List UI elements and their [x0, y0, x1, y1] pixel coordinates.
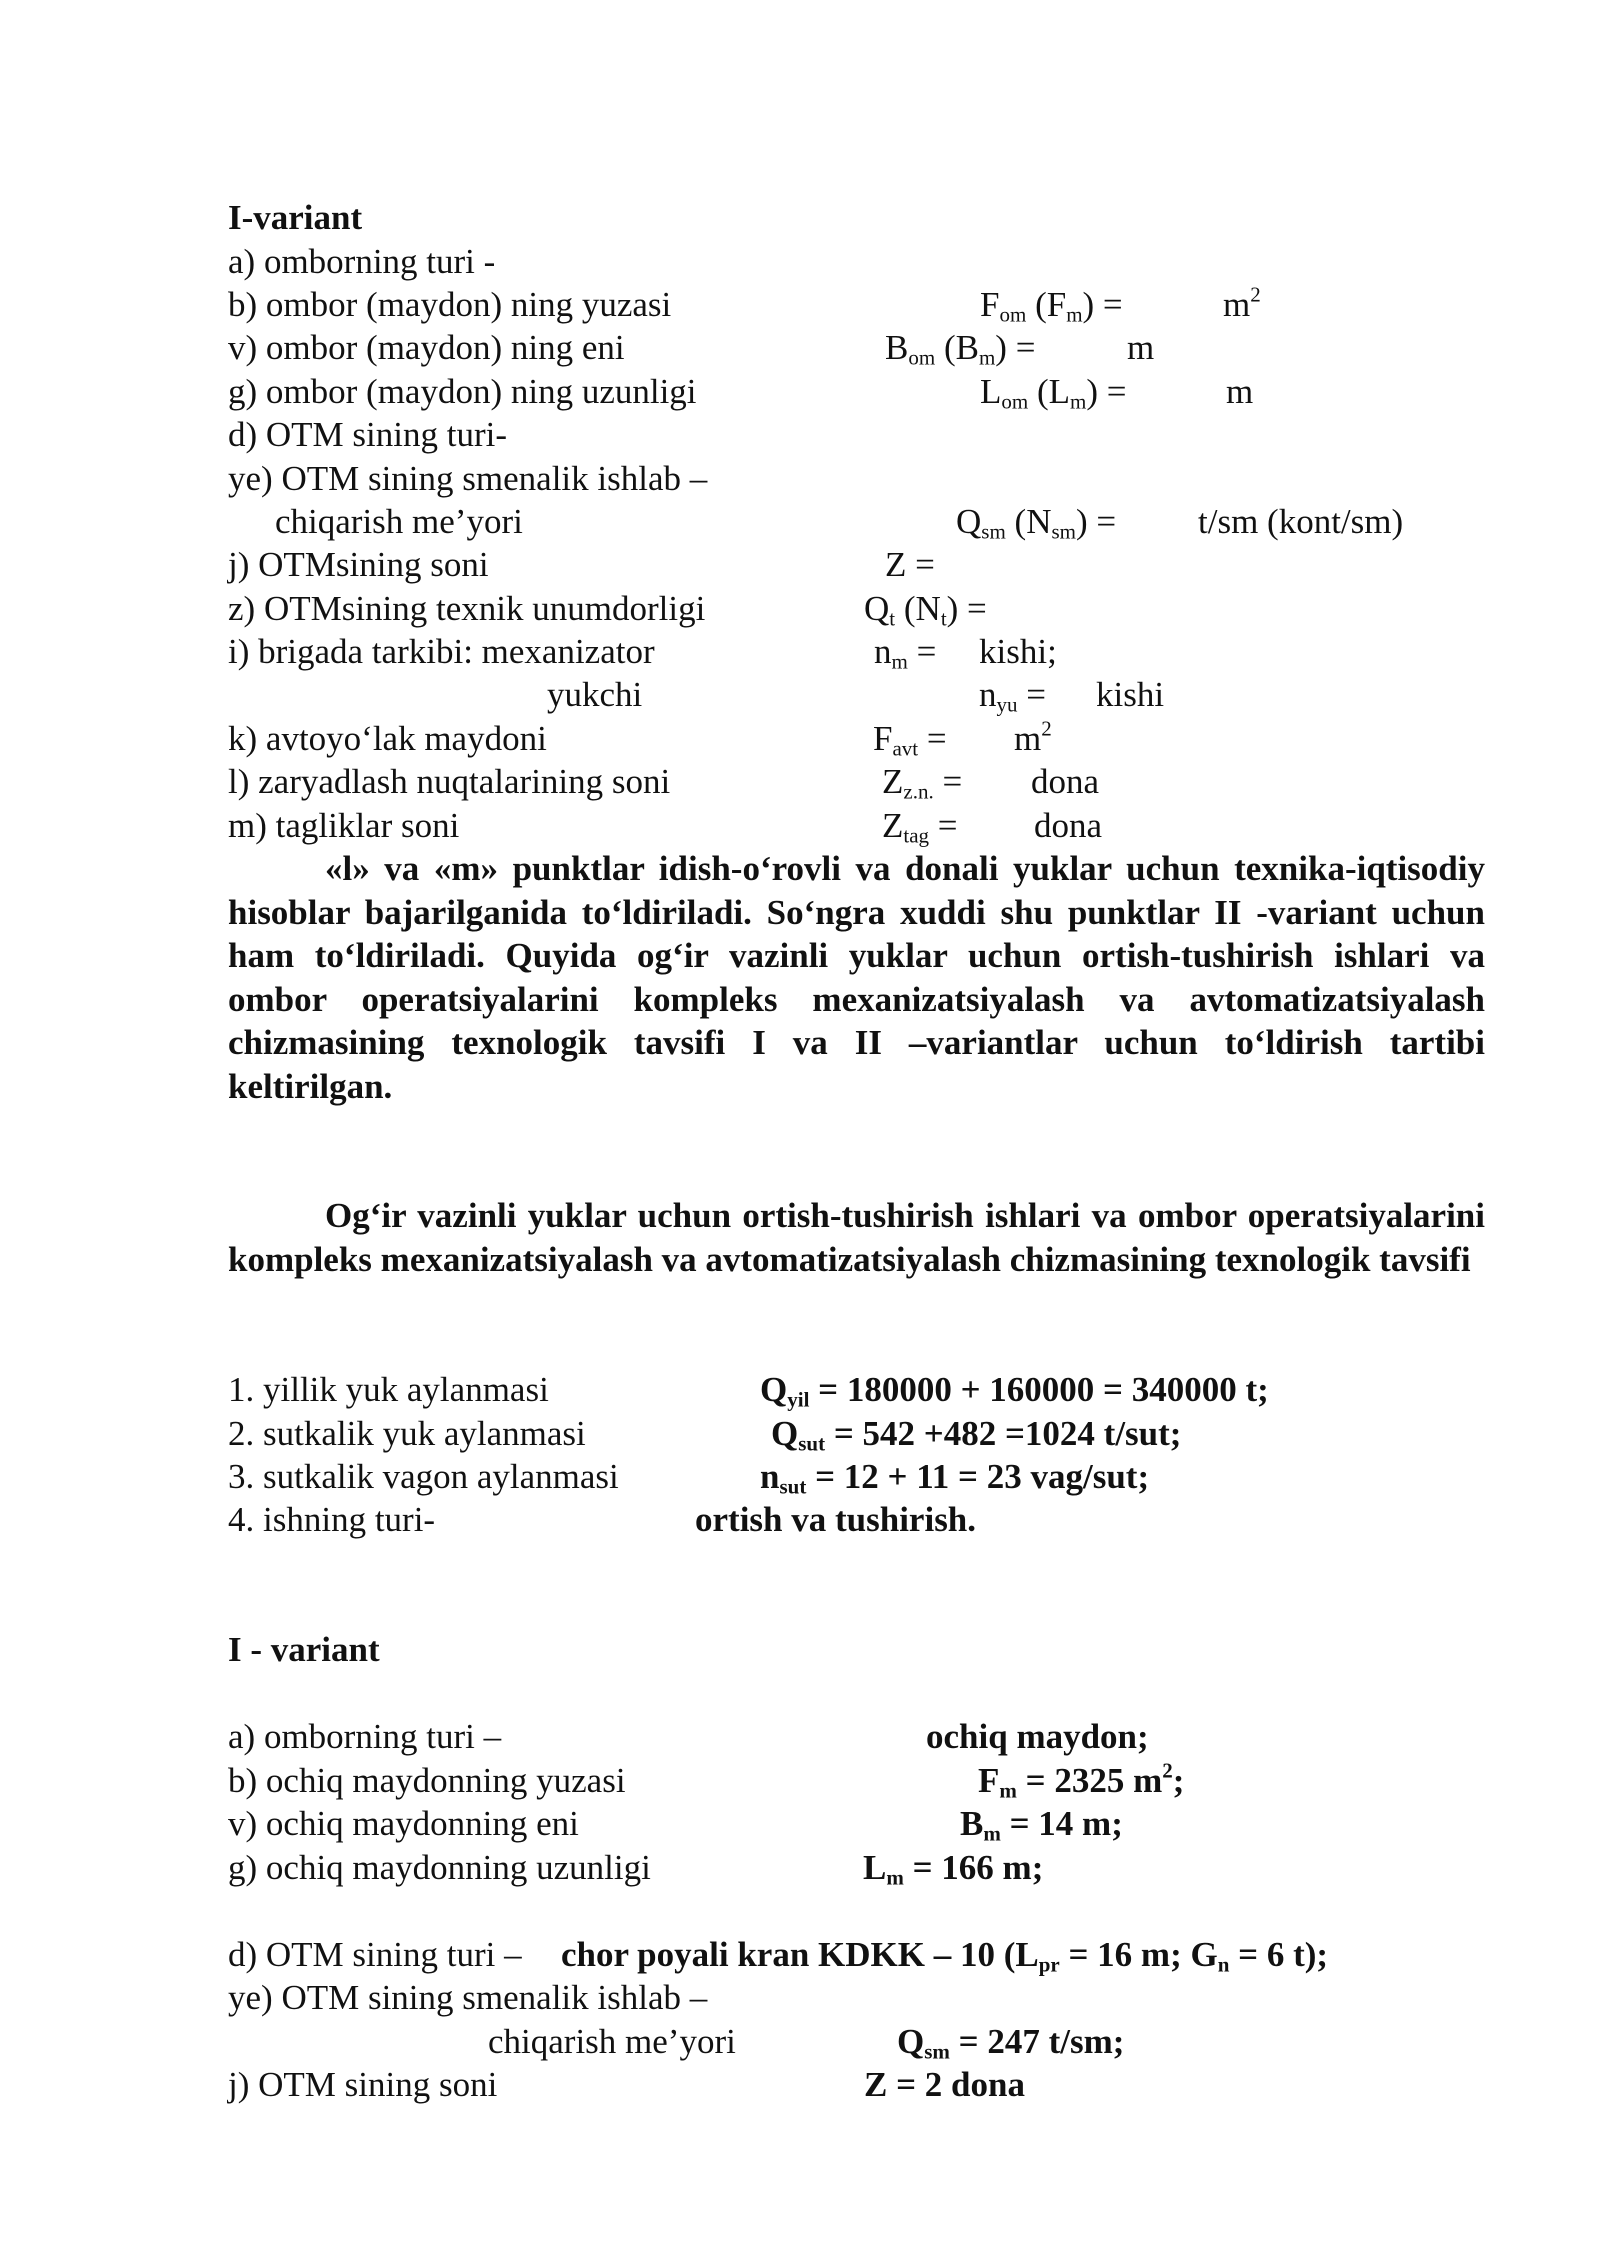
form-row-formula: Z =: [885, 545, 935, 584]
row-label: j) OTM sining soni: [228, 2065, 498, 2104]
form-row-unit: m: [1226, 372, 1254, 411]
variant1-row-g: [228, 1846, 1485, 1890]
form-row-label: g) ombor (maydon) ning uzunligi: [228, 372, 697, 411]
variant-form-heading: I-variant: [228, 198, 363, 237]
variant1-row-b: [228, 1759, 1485, 1803]
summary-label: 2. sutkalik yuk aylanmasi: [228, 1414, 586, 1453]
form-row-label: yukchi: [547, 675, 643, 714]
form-row-formula: $n_{yu}$ =: [979, 675, 1046, 717]
row-value: $F_m = 2325$ $m^2$;: [978, 1758, 1185, 1803]
form-row-unit: kishi: [1096, 675, 1165, 714]
form-row-label: v) ombor (maydon) ning eni: [228, 328, 625, 367]
form-row-ye-cont: [228, 500, 1485, 544]
form-row-k: [228, 717, 1485, 761]
form-row-formula: $B_{om}$ $(B_m)$ =: [885, 328, 1036, 370]
form-row-label: k) avtoyo‘lak maydoni: [228, 719, 547, 758]
row-value: $L_m = 166$ m;: [863, 1848, 1044, 1890]
variant1-row-a: [228, 1715, 1485, 1759]
summary-label: 3. sutkalik vagon aylanmasi: [228, 1457, 619, 1496]
form-row-formula: $Z_{z.n.}$ =: [882, 762, 963, 804]
form-row-unit: $m^2$: [1014, 716, 1052, 758]
form-row-unit: dona: [1031, 762, 1100, 801]
form-row-a: [228, 240, 1485, 284]
form-row-z: [228, 587, 1485, 631]
summary-value: $Q_{sut} = 542 +482 =1024$ t/sut;: [771, 1414, 1182, 1456]
form-row-label: d) OTM sining turi-: [228, 415, 508, 454]
form-row-formula: $Q_{sm}$ $(N_{sm})$ =: [956, 502, 1117, 544]
variant1-row-j: [228, 2063, 1485, 2107]
form-row-unit: dona: [1034, 806, 1103, 845]
summary-label: 4. ishning turi-: [228, 1500, 436, 1539]
form-row-m: [228, 804, 1485, 848]
variant1-row-ye: [228, 1976, 1485, 2020]
row-label: d) OTM sining turi –: [228, 1935, 522, 1974]
form-row-formula: $F_{om}$ $(F_m)$ =: [980, 285, 1123, 327]
variant1-heading: I - variant: [228, 1630, 380, 1669]
row-label: v) ochiq maydonning eni: [228, 1804, 579, 1843]
form-row-d: [228, 413, 1485, 457]
form-row-label: l) zaryadlash nuqtalarining soni: [228, 762, 671, 801]
form-row-unit: t/sm (kont/sm): [1198, 502, 1404, 541]
form-row-ye: [228, 457, 1485, 501]
form-row-label: chiqarish me’yori: [275, 502, 523, 541]
row-label: ye) OTM sining smenalik ishlab –: [228, 1978, 708, 2017]
section-title: Og‘ir vazinli yuklar uchun ortish-tushirish ishlari va ombor operatsiyalarini kompleks mexanizatsiyalash va avtomatizatsiyalash chizmasining texnologik tavsifi: [228, 1196, 1485, 1279]
row-value: $Q_{sm} = 247$ t/sm;: [897, 2022, 1125, 2064]
summary-label: 1. yillik yuk aylanmasi: [228, 1370, 549, 1409]
form-row-formula: $F_{avt}$ =: [873, 719, 947, 761]
form-row-label: j) OTMsining soni: [228, 545, 489, 584]
variant1-row-d: [228, 1933, 1485, 1977]
row-label: chiqarish me’yori: [488, 2022, 736, 2061]
form-row-i: [228, 630, 1485, 674]
form-row-label: b) ombor (maydon) ning yuzasi: [228, 285, 672, 324]
summary-row-2: [228, 1412, 1485, 1456]
form-row-i-cont: [228, 673, 1485, 717]
form-row-formula: $n_m$ =: [874, 632, 937, 674]
form-row-label: z) OTMsining texnik unumdorligi: [228, 589, 706, 628]
form-row-label: m) tagliklar soni: [228, 806, 460, 845]
form-row-formula: $Q_t$ $(N_t)$ =: [864, 589, 987, 631]
summary-value: $Q_{yil} = 180000 + 160000 = 340000$ t;: [760, 1370, 1269, 1412]
summary-value: $n_{sut} = 12 + 11 = 23$ vag/sut;: [760, 1457, 1150, 1499]
form-row-unit: kishi;: [979, 632, 1057, 671]
form-row-g: [228, 370, 1485, 414]
summary-value: ortish va tushirish.: [695, 1500, 977, 1539]
form-row-l: [228, 760, 1485, 804]
row-value: $B_m = 14$ m;: [960, 1804, 1123, 1846]
row-value: chor poyali kran KDKK – 10 ($L_{pr} = 16$ m; $G_n = 6$ t);: [561, 1935, 1329, 1977]
form-row-formula: $L_{om}$ $(L_m)$ =: [980, 372, 1127, 414]
form-row-unit: m: [1127, 328, 1155, 367]
row-label: a) omborning turi –: [228, 1717, 502, 1756]
row-label: b) ochiq maydonning yuzasi: [228, 1761, 626, 1800]
summary-row-1: [228, 1368, 1485, 1412]
form-row-j: [228, 543, 1485, 587]
summary-row-4: [228, 1498, 1485, 1542]
form-row-label: i) brigada tarkibi: mexanizator: [228, 632, 655, 671]
form-row-b: [228, 283, 1485, 327]
row-label: g) ochiq maydonning uzunligi: [228, 1848, 651, 1887]
summary-row-3: [228, 1455, 1485, 1499]
row-value: ochiq maydon;: [926, 1717, 1149, 1756]
form-row-label: ye) OTM sining smenalik ishlab –: [228, 459, 708, 498]
variant1-row-ye-cont: [228, 2020, 1485, 2064]
form-row-unit: $m^2$: [1223, 282, 1261, 324]
row-value: Z = 2 dona: [864, 2065, 1025, 2104]
form-row-formula: $Z_{tag}$ =: [882, 806, 958, 848]
instruction-paragraph: «l» va «m» punktlar idish-o‘rovli va donali yuklar uchun texnika-iqtisodiy hisoblar bajarilganida to‘ldiriladi. So‘ngra xuddi shu punktlar II -variant uchun ham to‘ldiriladi. Quyida og‘ir vazinli yuklar uchun ortish-tushirish ishlari va ombor operatsiyalarini kompleks mexanizatsiyalash va avtomatizatsiyalash chizmasining texnologik tavsifi I va II –variantlar uchun to‘ldirish tartibi keltirilgan.: [228, 849, 1485, 1106]
variant1-row-v: [228, 1802, 1485, 1846]
form-row-v: [228, 326, 1485, 370]
form-row-label: a) omborning turi -: [228, 242, 496, 281]
